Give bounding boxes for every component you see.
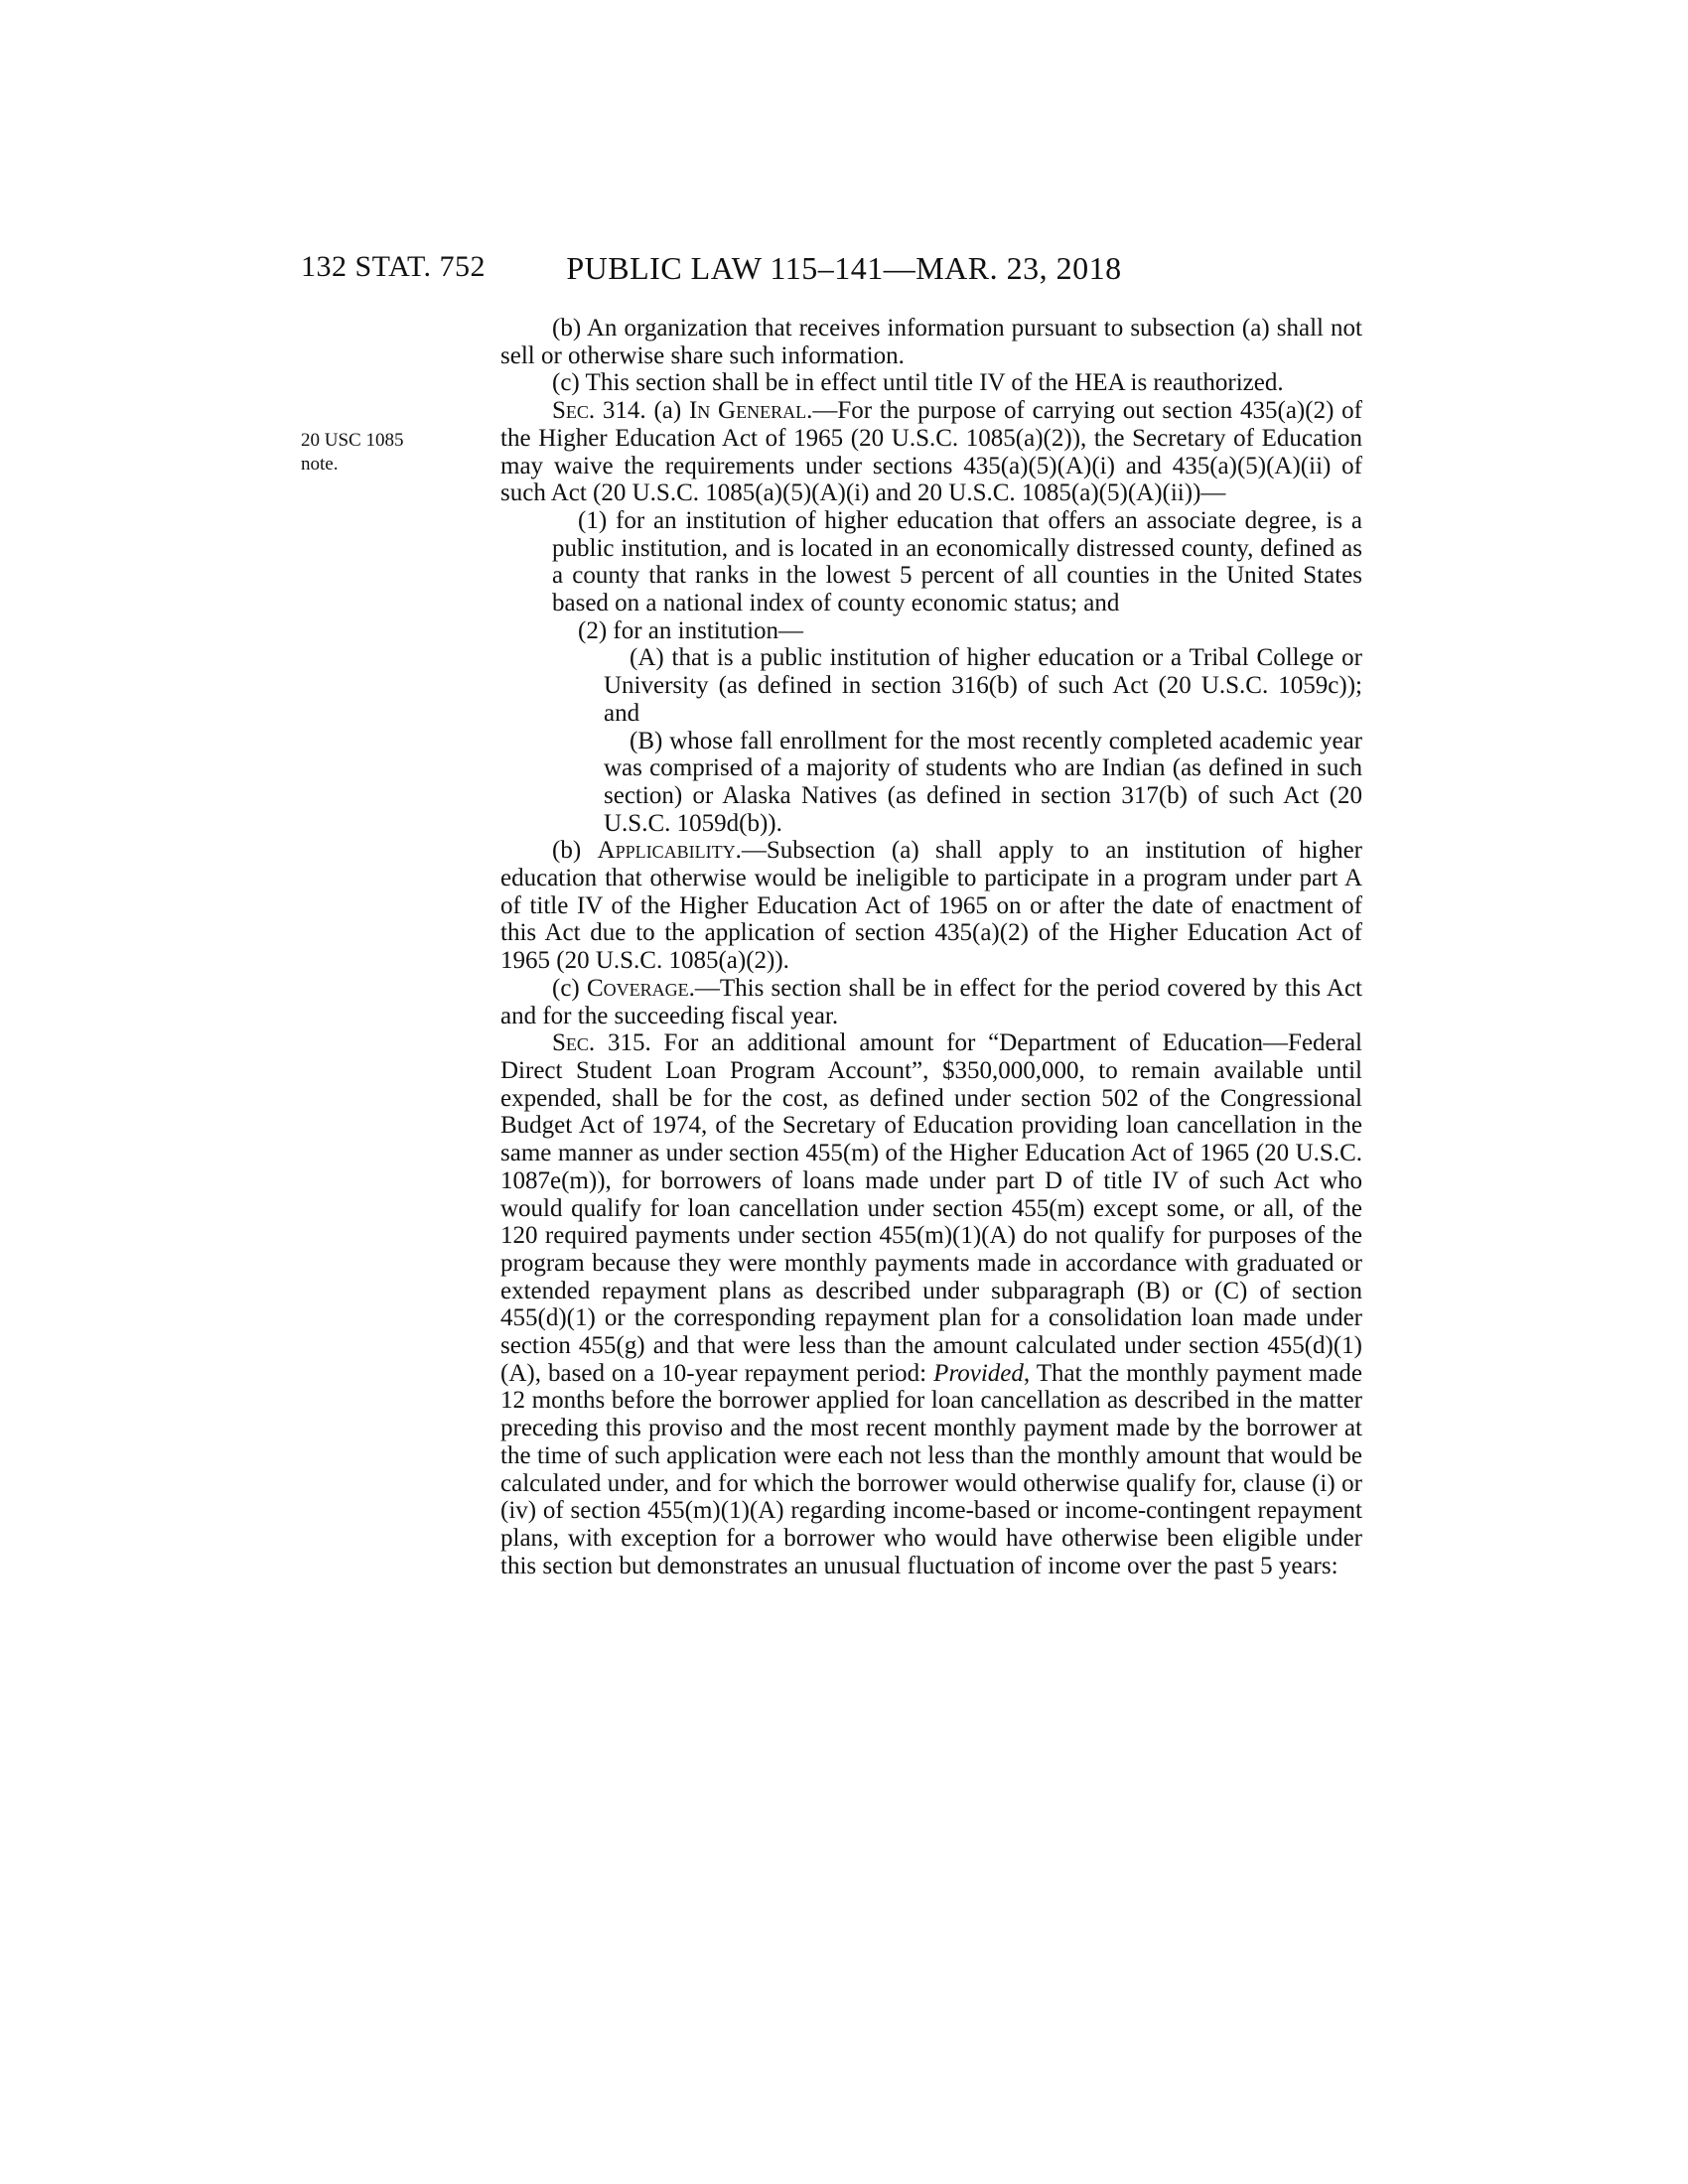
item-2-b: (B) whose fall enrollment for the most recently completed academic year was comprised of a majority of students who are Indian (as defined in such section) or Alaska Natives (as defined in section 317(b) of such Act (20 U.S.C. 1059d(b)). bbox=[604, 727, 1362, 837]
section-315-label: Sec. 315. bbox=[552, 1029, 651, 1057]
item-2: (2) for an institution— bbox=[578, 616, 804, 644]
section-315-paragraph bbox=[500, 1029, 1362, 1579]
section-315-text-after: , That the monthly payment made 12 months before the borrower applied for loan cancellation as described in the matter preceding this proviso and the most recent monthly payment made by the borrower at the time of such application were each not less than the monthly amount that would be calculated under, and for which the borrower would otherwise qualify for, clause (i) or (iv) of section 455(m)(1)(A) regarding income-based or income-contingent repayment plans, with exception for a borrower who would have otherwise been eligible under this section but demonstrates an unusual fluctuation of income over the past 5 years: bbox=[500, 1359, 1362, 1579]
applicability-prefix: (b) bbox=[552, 837, 598, 865]
section-314-heading: In General bbox=[688, 397, 807, 425]
paragraph-c-effect: (c) This section shall be in effect until title IV of the HEA is reauthorized. bbox=[552, 369, 1284, 397]
section-315-provided: Provided bbox=[933, 1359, 1024, 1387]
margin-note bbox=[301, 429, 403, 477]
applicability-paragraph bbox=[500, 837, 1362, 975]
applicability-text: .—Subsection (a) shall apply to an institution of higher education that otherwise would be ineligible to participate in a program under part A of title IV of the Higher Education Act of 1965 on or after the date of enactment of this Act due to the application of section 435(a)(2) of the Higher Education Act of 1965 (20 U.S.C. 1085(a)(2)). bbox=[500, 837, 1362, 975]
section-314-subsection-a: (a) bbox=[645, 397, 689, 425]
body-text bbox=[500, 315, 1362, 1579]
applicability-heading: Applicability bbox=[597, 837, 736, 865]
section-314-label: Sec. 314. bbox=[552, 397, 646, 425]
item-1: (1) for an institution of higher education that offers an associate degree, is a public institution, and is located in an economically distressed county, defined as a county that ranks in the lowest 5 percent of all counties in the United States based on a national index of county economic status; and bbox=[552, 506, 1362, 617]
page-header bbox=[0, 250, 1688, 290]
section-314-text: .—For the purpose of carrying out section 435(a)(2) of the Higher Education Act of 1965 (20 U.S.C. 1085(a)(2)), the Secretary of Education may waive the requirements under sections 435(a)(5)(A)(i) and 435(a)(5)(A)(ii) of such Act (20 U.S.C. 1085(a)(5)(A)(i) and 20 U.S.C. 1085(a)(5)(A)(ii))— bbox=[500, 397, 1362, 507]
coverage-text: .—This section shall be in effect for the period covered by this Act and for the succeeding fiscal year. bbox=[500, 974, 1362, 1029]
item-2-a: (A) that is a public institution of higher education or a Tribal College or University (as defined in section 316(b) of such Act (20 U.S.C. 1059c)); and bbox=[604, 644, 1362, 727]
margin-note-label: note. bbox=[301, 454, 339, 475]
coverage-prefix: (c) bbox=[552, 974, 587, 1002]
section-315-text-before: For an additional amount for “Department of Education—Federal Direct Student Loan Program Account”, $350,000,000, to remain available until expended, shall be for the cost, as defined under section 502 of the Congressional Budget Act of 1974, of the Secretary of Education providing loan cancellation in the same manner as under section 455(m) of the Higher Education Act of 1965 (20 U.S.C. 1087e(m)), for borrowers of loans made under part D of title IV of such Act who would qualify for loan cancellation under section 455(m) except some, or all, of the 120 required payments under section 455(m)(1)(A) do not qualify for purposes of the program because they were monthly payments made in accordance with graduated or extended repayment plans as described under subparagraph (B) or (C) of section 455(d)(1) or the corresponding repayment plan for a consolidation loan made under section 455(g) and that were less than the amount calculated under section 455(d)(1)(A), based on a 10-year repayment period: bbox=[500, 1029, 1363, 1387]
section-314-paragraph bbox=[500, 397, 1362, 507]
margin-note-citation: 20 USC 1085 bbox=[301, 430, 404, 451]
coverage-heading: Coverage bbox=[586, 974, 689, 1002]
statute-citation: 132 STAT. 752 bbox=[301, 250, 487, 283]
coverage-paragraph bbox=[500, 975, 1362, 1029]
running-title: PUBLIC LAW 115–141—MAR. 23, 2018 bbox=[566, 250, 1122, 286]
paragraph-b-organization: (b) An organization that receives information pursuant to subsection (a) shall not sell or otherwise share such information. bbox=[500, 315, 1362, 369]
